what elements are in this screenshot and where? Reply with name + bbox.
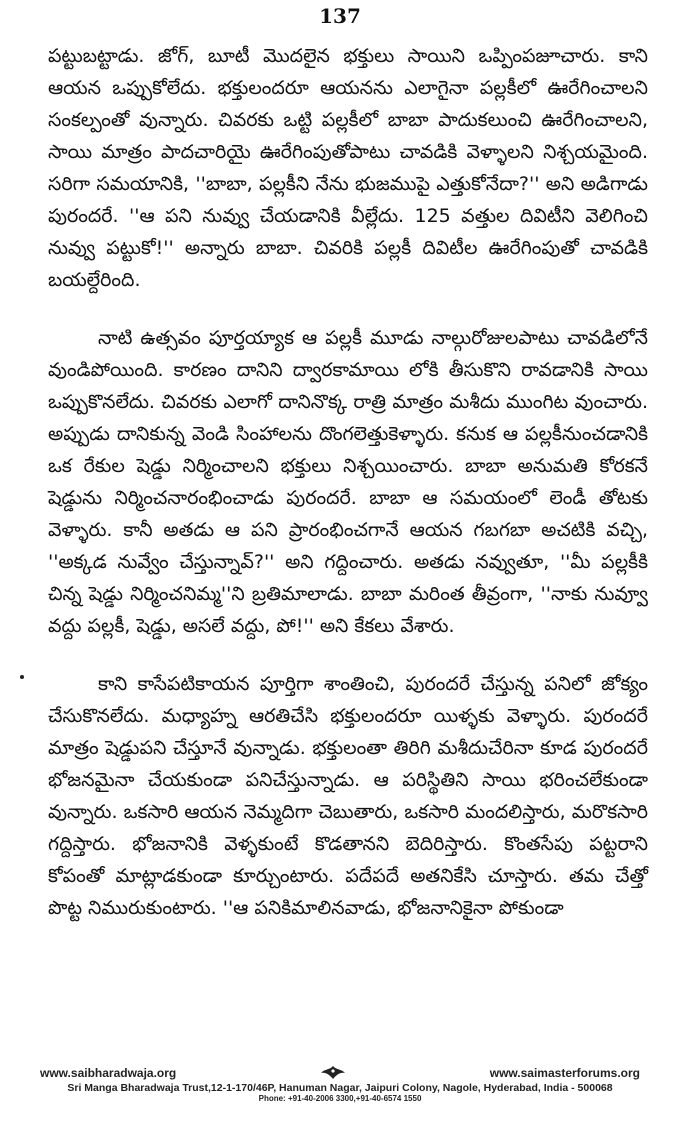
- page-number: 137: [319, 4, 361, 28]
- ornament-icon: [318, 1065, 348, 1081]
- paragraph: పట్టుబట్టాడు. జోగ్, బూటీ మొదలైన భక్తులు సాయిని ఒప్పింపజూచారు. కాని ఆయన ఒప్పుకోలేదు. భక్తులందరూ ఆయనను ఎలాగైనా పల్లకీలో ఊరేగించాలని సంకల్పంతో వున్నారు. చివరకు ఒట్టి పల్లకీలో బాబా పాదుకలుంచి ఊరేగించాలని, సాయి మాత్రం పాదచారియై ఊరేగింపుతోపాటు చావడికి వెళ్ళాలని నిశ్చయమైంది. సరిగా సమయానికి, ''బాబా, పల్లకీని నేను భుజముపై ఎత్తుకోనేదా?'' అని అడిగాడు పురందరే. ''ఆ పని నువ్వు చేయడానికి వీల్లేదు. 125 వత్తుల దివిటీని వెలిగించి నువ్వు పట్టుకో!'' అన్నారు బాబా. చివరికి పల్లకీ దివిటీల ఊరేగింపుతో చావడికి బయల్దేరింది.: [48, 45, 648, 291]
- margin-dot: [20, 675, 24, 679]
- website-link-right[interactable]: www.saimasterforums.org: [489, 1066, 640, 1080]
- paragraph: కాని కాసేపటికాయన పూర్తిగా శాంతించి, పురందరే చేస్తున్న పనిలో జోక్యం చేసుకొనలేదు. మధ్యాహ్న ఆరతిచేసి భక్తులందరూ యిళ్ళకు వెళ్ళారు. పురందరే మాత్రం షెడ్డుపని చేస్తూనే వున్నాడు. భక్తులంతా తిరిగి మశీదుచేరినా కూడ పురందరే భోజనమైనా చేయకుండా పనిచేస్తున్నాడు. ఆ పరిస్థితిని సాయి భరించలేకుండా వున్నారు. ఒకసారి ఆయన నెమ్మదిగా చెబుతారు, ఒకసారి మందలిస్తారు, మరొకసారి గద్దిస్తారు. భోజనానికి వెళ్ళకుంటే కొడతానని బెదిరిస్తారు. కొంతసేపు పట్టరాని కోపంతో మాట్లాడకుండా కూర్చుంటారు. పదేపదే అతనికేసి చూస్తారు. తమ చేత్తో పొట్ట నిమురుకుంటారు. ''ఆ పనికిమాలినవాడు, భోజనానికైనా పోకుండా: [48, 673, 648, 919]
- body-text: [48, 40, 648, 950]
- phone-numbers: Phone: +91-40-2006 3300,+91-40-6574 1550: [258, 1094, 422, 1103]
- footer: [40, 1065, 640, 1103]
- website-link-left[interactable]: www.saibharadwaja.org: [40, 1066, 177, 1080]
- paragraph: నాటి ఉత్సవం పూర్తయ్యాక ఆ పల్లకీ మూడు నాల్గురోజులపాటు చావడిలోనే వుండిపోయింది. కారణం దానిని ద్వారకామాయి లోకి తీసుకొని రావడానికి సాయి ఒప్పుకొనలేదు. చివరకు ఎలాగో దానినొక్క రాత్రి మాత్రం మశీదు ముంగిట వుంచారు. అప్పుడు దానికున్న వెండి సింహాలను దొంగలెత్తుకెళ్ళారు. కనుక ఆ పల్లకీనుంచడానికి ఒక రేకుల షెడ్డు నిర్మించాలని భక్తులు నిశ్చయించారు. బాబా అనుమతి కోరకనే షెడ్డును నిర్మించనారంభించాడు పురందరే. బాబా ఆ సమయంలో లెండీ తోటకు వెళ్ళారు. కానీ అతడు ఆ పని ప్రారంభించగానే ఆయన గబగబా అచటికి వచ్చి, ''అక్కడ నువ్వేం చేస్తున్నావ్?'' అని గద్దించారు. అతడు నవ్వుతూ, ''మీ పల్లకీకి చిన్న షెడ్డు నిర్మించనిమ్మ''ని బ్రతిమాలాడు. బాబా మరింత తీవ్రంగా, ''నాకు నువ్వూ వద్దు పల్లకీ, షెడ్డు, అసలే వద్దు, పో!'' అని కేకలు వేశారు.: [48, 327, 648, 637]
- trust-address: Sri Manga Bharadwaja Trust,12-1-170/46P, Hanuman Nagar, Jaipuri Colony, Nagole, Hyderabad, India - 500068: [67, 1082, 613, 1094]
- footer-links-row: [40, 1065, 640, 1081]
